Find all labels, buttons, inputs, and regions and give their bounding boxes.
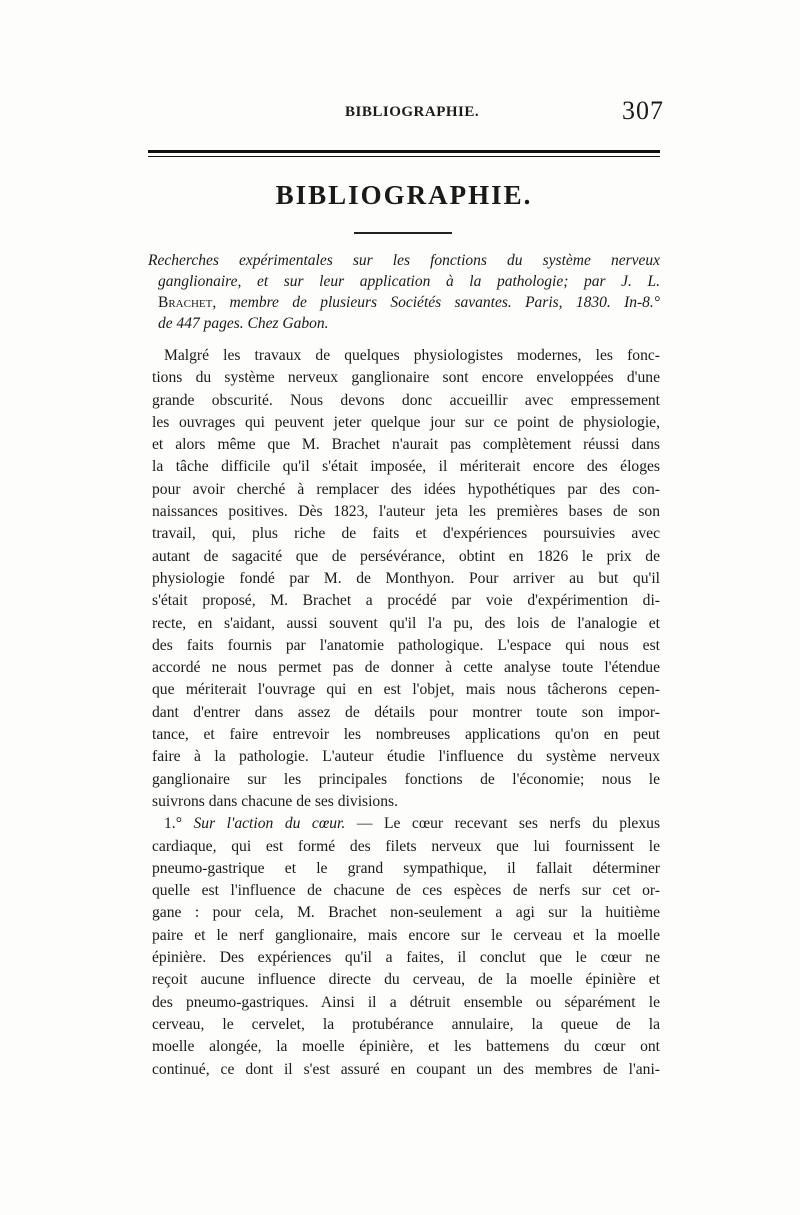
text-line: s'était proposé, M. Brachet a procédé par voie d'expérimention di- — [152, 592, 660, 610]
text-line: la tâche difficile qu'il s'était imposée, il mériterait encore des éloges — [152, 458, 660, 476]
text-line: moelle alongée, la moelle épinière, et les battemens du cœur ont — [152, 1038, 660, 1056]
text-line: reçoit aucune influence directe du cerveau, de la moelle épinière et — [152, 971, 660, 989]
article-body — [140, 345, 660, 1081]
header-rule-thin — [148, 156, 660, 157]
text-line: grande obscurité. Nous devons donc accueillir avec empressement — [152, 391, 660, 409]
text-line: que mériterait l'ouvrage qui en est l'objet, mais nous tâcherons cepen- — [152, 681, 660, 699]
citation-line — [148, 292, 660, 313]
text-line: autant de sagacité que de persévérance, obtint en 1826 le prix de — [152, 547, 660, 565]
running-title: BIBLIOGRAPHIE. — [345, 104, 480, 120]
text-line: continué, ce dont il s'est assuré en coupant un des membres de l'ani- — [152, 1060, 660, 1078]
text-line: dant d'entrer dans assez de détails pour montrer toute son impor- — [152, 703, 660, 721]
page-number: 307 — [622, 96, 664, 125]
section-heading: Sur l'action du cœur. — [193, 815, 346, 833]
citation-line: de 447 pages. Chez Gabon. — [158, 315, 329, 332]
paragraph — [140, 345, 660, 813]
text-line: quelle est l'influence de chacune de ces espèces de nerfs sur cet or- — [152, 882, 660, 900]
paragraph — [140, 813, 660, 1081]
citation-line-rest: , membre de plusieurs Sociétés savantes. Paris, 1830. In-8.° — [212, 294, 660, 311]
title-divider — [354, 232, 452, 234]
text-line-rest: — Le cœur recevant ses nerfs du plexus — [356, 815, 661, 833]
text-line: physiologie fondé par M. de Monthyon. Pour arriver au but qu'il — [152, 569, 660, 587]
author-name: Brachet — [158, 294, 213, 311]
text-line: des faits fournis par l'anatomie pathologique. L'espace qui nous est — [152, 636, 660, 654]
text-line: épinière. Des expériences qu'il a faites, il conclut que le cœur ne — [152, 949, 660, 967]
running-header — [140, 96, 668, 136]
book-citation — [148, 250, 660, 334]
text-line: pour avoir cherché à remplacer des idées hypothétiques par des con- — [152, 480, 660, 498]
text-line: travail, qui, plus riche de faits et d'expériences poursuivies avec — [152, 525, 660, 543]
text-line: ganglionaire sur les principales fonctions de l'économie; nous le — [152, 770, 660, 788]
text-line: cardiaque, qui est formé des filets nerveux que lui fournissent le — [152, 837, 660, 855]
text-line: paire et le nerf ganglionaire, mais encore sur le cerveau et la moelle — [152, 926, 660, 944]
citation-line: Recherches expérimentales sur les fonctions du système nerveux — [148, 252, 660, 269]
citation-line: ganglionaire, et sur leur application à la pathologie; par J. L. — [158, 273, 660, 290]
section-number: 1.° — [164, 815, 182, 833]
text-line: accordé ne nous permet pas de donner à cette analyse toute l'étendue — [152, 659, 660, 677]
header-rule-thick — [148, 150, 660, 153]
text-line: naissances positives. Dès 1823, l'auteur jeta les premières bases de son — [152, 503, 660, 521]
text-line: tance, et faire entrevoir les nombreuses applications qu'on en peut — [152, 726, 660, 744]
section-title: BIBLIOGRAPHIE. — [275, 180, 533, 210]
text-line — [140, 813, 660, 835]
text-line: et alors même que M. Brachet n'aurait pas complètement réussi dans — [152, 436, 660, 454]
text-line: cerveau, le cervelet, la protubérance annulaire, la queue de la — [152, 1015, 660, 1033]
text-line: suivrons dans chacune de ses divisions. — [152, 792, 398, 810]
text-line: gane : pour cela, M. Brachet non-seulement a agi sur la huitième — [152, 904, 660, 922]
text-line: Malgré les travaux de quelques physiologistes modernes, les fonc- — [164, 347, 660, 364]
text-line: tions du système nerveux ganglionaire sont encore enveloppées d'une — [152, 369, 660, 387]
text-line: les ouvrages qui peuvent jeter quelque jour sur ce point de physiologie, — [152, 413, 660, 431]
text-line: des pneumo-gastriques. Ainsi il a détruit ensemble ou séparément le — [152, 993, 660, 1011]
text-line: faire à la pathologie. L'auteur étudie l'influence du système nerveux — [152, 748, 660, 766]
text-line: recte, en s'aidant, aussi souvent qu'il l'a pu, des lois de l'analogie et — [152, 614, 660, 632]
text-line: pneumo-gastrique et le grand sympathique, il fallait déterminer — [152, 859, 660, 877]
